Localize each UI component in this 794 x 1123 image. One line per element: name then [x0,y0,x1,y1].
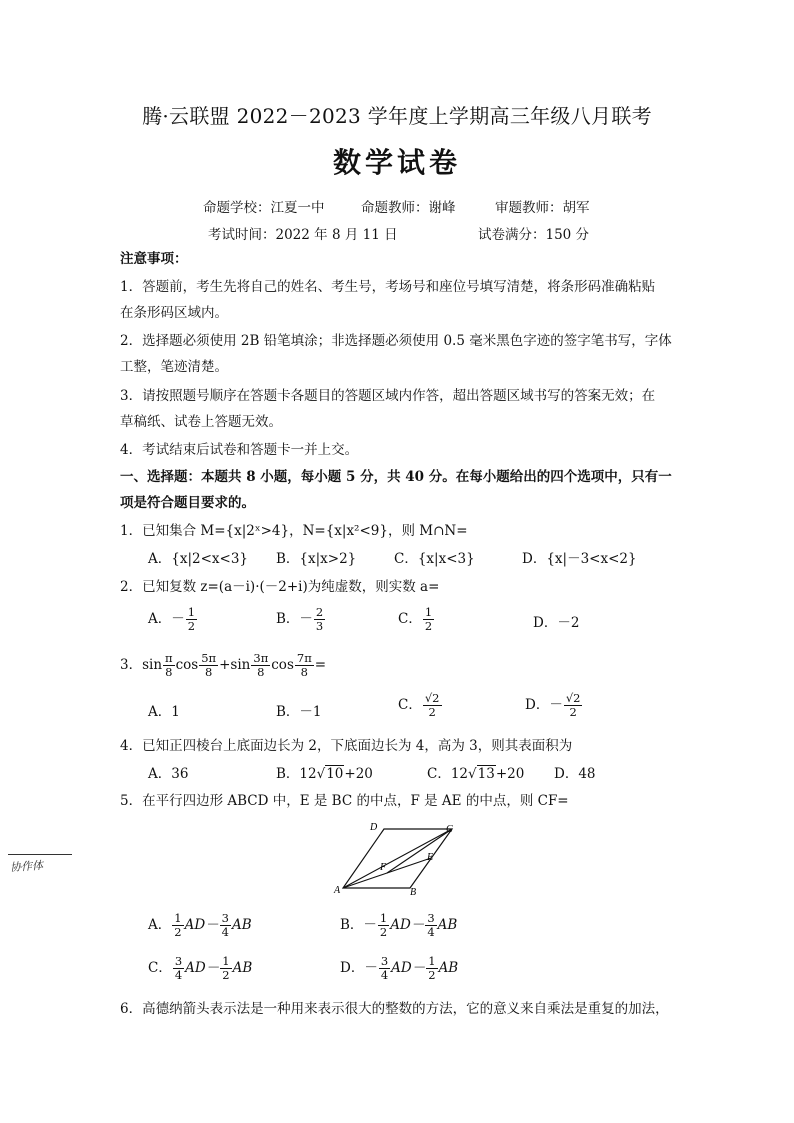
fraction-2 [426,955,437,982]
q3-option-c [398,692,443,719]
q1-option-a: A．{x|2<x<3} [148,551,249,567]
q4-option-c-prefix: C．12 [427,766,469,782]
point-d-label: D [370,822,378,833]
denominator: 8 [257,665,265,679]
notice-item-1-line-1: 1．答题前，考生先将自己的姓名、考生号，考场号和座位号填写清楚，将条形码准确粘贴 [120,279,656,295]
q3-number: 3． [120,657,143,673]
q2-option-a-fraction [186,606,197,633]
q5-stem: 5．在平行四边形 ABCD 中，E 是 BC 的中点，F 是 AE 的中点，则 CF= [120,793,569,809]
segment-fc [387,829,452,873]
q1-option-d: D．{x|－3<x<2} [522,551,637,567]
option-label: D．－ [340,960,378,976]
q4-option-c-radicand: 13 [477,766,495,782]
q4-option-c-suffix: +20 [495,766,525,782]
option-label: A． [148,917,172,933]
fraction-2 [220,912,231,939]
q3-plus: + [219,657,231,673]
point-f-label: F [380,862,387,873]
point-b-label: B [410,887,417,897]
fraction-2 [425,912,436,939]
q6-stem: 6．高德纳箭头表示法是一种用来表示很大的整数的方法，它的意义来自乘法是重复的加法， [120,1001,669,1017]
vector-term-2: AB [438,960,459,976]
q5-option-c [148,955,252,982]
q4-option-b-suffix: +20 [344,766,373,782]
q4-stem: 4．已知正四棱台上底面边长为 2，下底面边长为 4，高为 3，则其表面积为 [120,738,573,754]
q3-sin-1: sin [142,657,163,673]
vector-term-1: AD－ [391,960,426,976]
notice-heading: 注意事项： [120,251,188,267]
fraction-1 [379,955,390,982]
q4-option-b-radicand: 10 [326,766,344,782]
numerator: 5π [201,651,217,665]
q2-option-b [276,606,326,633]
vector-term-1: AD－ [390,917,425,933]
q4-option-c [427,765,524,783]
denominator: 4 [380,968,389,982]
section-1-line-2: 项是符合题目要求的。 [120,495,255,511]
numerator: 1 [424,605,433,619]
numerator: 3 [221,911,229,925]
q3-option-d [525,692,583,719]
q2-option-d: D．－2 [533,615,580,631]
school-info: 命题学校：江夏一中 [203,200,325,216]
denominator: 8 [165,665,173,679]
q2-option-c-label: C． [398,611,422,627]
vector-term-1: AD－ [185,960,220,976]
numerator: √2 [565,691,581,705]
q5-option-b [340,912,457,939]
q2-option-a-label: A．－ [148,611,185,627]
sqrt-sign: √ [468,766,477,782]
q4-option-a: A．36 [148,766,189,782]
q3-fraction-1 [163,652,175,679]
denominator: 2 [428,968,436,982]
exam-title: 腾·云联盟 2022－2023 学年度上学期高三年级八月联考 [142,104,652,128]
point-a-label: A [334,885,341,896]
notice-item-2-line-2: 工整，笔迹清楚。 [120,359,228,375]
option-label: B．－ [340,917,377,933]
q2-option-a [148,606,198,633]
notice-item-1-line-2: 在条形码区域内。 [120,305,228,321]
numerator: √2 [424,691,440,705]
q3-cos-1: cos [175,657,199,673]
q3-option-c-fraction [423,692,442,719]
fraction-1 [173,955,184,982]
denominator: 8 [300,665,308,679]
q1-option-c: C．{x|x<3} [394,551,475,567]
fraction-1 [172,912,183,939]
q3-option-a: A．1 [148,704,180,720]
margin-handwritten-note: 协作体 [9,858,44,875]
denominator: 2 [424,619,433,633]
denominator: 2 [569,705,577,719]
numerator: 3π [253,651,269,665]
section-1-line-1: 一、选择题：本题共 8 小题，每小题 5 分，共 40 分。在每小题给出的四个选项中，只有一 [120,469,672,485]
numerator: 3 [380,954,389,968]
denominator: 2 [379,925,388,939]
exam-subtitle: 数学试卷 [332,146,461,179]
denominator: 4 [221,925,229,939]
denominator: 2 [187,619,196,633]
q5-option-a [148,912,252,939]
diagonal-ac [343,829,452,888]
q3-option-d-label: D．－ [525,697,563,713]
q3-option-b: B．－1 [276,704,322,720]
denominator: 4 [427,925,435,939]
q3-fraction-4 [295,652,314,679]
q4-option-b-prefix: B．12 [276,766,317,782]
vector-term-2: AB [232,960,253,976]
notice-item-2-line-1: 2．选择题必须使用 2B 铅笔填涂；非选择题必须使用 0.5 毫米黑色字迹的签字笔书写，字体 [120,333,672,349]
vector-term-1: AD－ [184,917,219,933]
denominator: 2 [174,925,182,939]
denominator: 3 [315,619,324,633]
teacher-info: 命题教师：谢峰 [361,200,456,216]
parallelogram-figure [330,815,470,897]
q5-option-d [340,955,458,982]
numerator: 3 [174,954,183,968]
reviewer-info: 审题教师：胡军 [495,200,590,216]
q2-option-b-label: B．－ [276,611,313,627]
q2-stem: 2．已知复数 z=(a－i)·(－2+i)为纯虚数，则实数 a= [120,579,440,595]
option-label: C． [148,960,172,976]
q1-stem: 1．已知集合 M={x|2ˣ>4}，N={x|x²<9}，则 M∩N= [120,523,468,539]
point-e-label: E [427,852,434,863]
exam-time: 考试时间：2022 年 8 月 11 日 [208,227,398,243]
q3-cos-2: cos [271,657,294,673]
numerator: 7π [296,651,312,665]
notice-item-4: 4．考试结束后试卷和答题卡一并上交。 [120,442,359,458]
q1-option-b: B．{x|x>2} [276,551,357,567]
q4-option-b [276,765,373,783]
q3-option-d-fraction [564,692,583,719]
numerator: 1 [222,954,230,968]
margin-rule [8,854,72,855]
q3-option-c-label: C． [398,697,422,713]
point-c-label: C [446,824,453,835]
q3-fraction-3 [251,652,270,679]
q3-equals: = [314,657,327,673]
q3-stem [120,652,326,679]
numerator: 1 [187,605,196,619]
full-score: 试卷满分：150 分 [478,227,590,243]
vector-term-2: AB [437,917,458,933]
q3-sin-2: sin [230,657,251,673]
q4-option-d: D．48 [554,766,596,782]
numerator: 1 [379,911,388,925]
sqrt-sign: √ [316,766,326,782]
denominator: 2 [428,705,436,719]
numerator: π [165,651,173,665]
fraction-2 [220,955,231,982]
q3-fraction-2 [199,652,218,679]
fraction-1 [378,912,389,939]
notice-item-3-line-2: 草稿纸、试卷上答题无效。 [120,414,282,430]
numerator: 3 [427,911,435,925]
notice-item-3-line-1: 3．请按照题号顺序在答题卡各题目的答题区域内作答，超出答题区域书写的答案无效；在 [120,388,656,404]
numerator: 1 [428,954,436,968]
denominator: 4 [174,968,183,982]
denominator: 2 [222,968,230,982]
denominator: 8 [205,665,213,679]
q2-option-c-fraction [423,606,434,633]
vector-term-2: AB [231,917,252,933]
numerator: 2 [315,605,324,619]
q2-option-c [398,606,435,633]
q2-option-b-fraction [314,606,325,633]
numerator: 1 [174,911,182,925]
